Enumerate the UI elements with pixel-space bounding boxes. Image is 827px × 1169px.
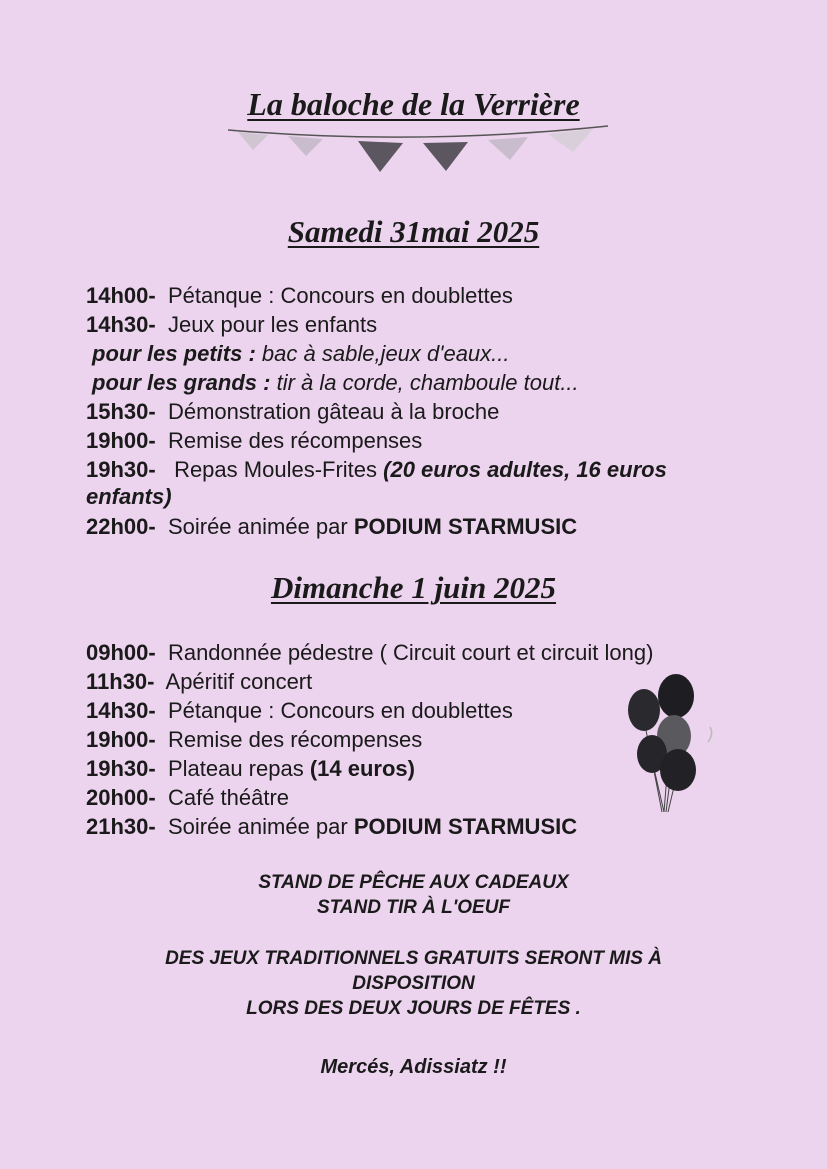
time-label: 14h30-	[86, 698, 156, 723]
band-name: PODIUM STARMUSIC	[353, 514, 578, 539]
activity-text: Remise des récompenses	[167, 727, 423, 752]
stands-block	[0, 870, 827, 920]
kids-line	[92, 339, 510, 368]
activity-text: Jeux pour les enfants	[167, 312, 378, 337]
time-label: 11h30-	[86, 669, 155, 694]
schedule-line	[86, 455, 667, 484]
activity-text: Apéritif concert	[165, 669, 313, 694]
activity-text: Pétanque : Concours en doublettes	[167, 698, 513, 723]
stand-line: STAND TIR À L'OEUF	[316, 897, 511, 918]
schedule-line	[86, 812, 577, 841]
time-label: 14h30-	[86, 312, 156, 337]
time-label: 15h30-	[86, 399, 156, 424]
price-text: (20 euros adultes, 16 euros	[383, 457, 667, 482]
schedule-line	[86, 512, 577, 541]
kids-text: bac à sable,jeux d'eaux...	[261, 341, 510, 366]
kids-label: pour les petits :	[92, 341, 256, 366]
schedule-line	[86, 281, 513, 310]
time-label: 09h00-	[86, 640, 156, 665]
closing-message: Mercés, Adissiatz !!	[320, 1056, 507, 1078]
activity-text: Pétanque : Concours en doublettes	[167, 283, 513, 308]
games-line: DES JEUX TRADITIONNELS GRATUITS SERONT MIS À	[165, 948, 662, 969]
time-label: 14h00-	[86, 283, 156, 308]
schedule-line	[86, 638, 653, 667]
schedule-line	[86, 310, 377, 339]
time-label: 20h00-	[86, 785, 156, 810]
balloons-icon	[622, 672, 722, 832]
time-label: 21h30-	[86, 814, 156, 839]
bunting-decoration	[228, 124, 608, 174]
schedule-line	[86, 426, 422, 455]
stand-line: STAND DE PÊCHE AUX CADEAUX	[258, 872, 569, 893]
time-label: 22h00-	[86, 514, 156, 539]
activity-text: Café théâtre	[167, 785, 290, 810]
schedule-line	[86, 754, 415, 783]
schedule-line	[86, 667, 312, 696]
time-label: 19h00-	[86, 727, 156, 752]
games-line: DISPOSITION	[352, 973, 475, 994]
games-block	[0, 946, 827, 1021]
schedule-line	[86, 725, 422, 754]
price-text: (14 euros)	[309, 756, 415, 781]
time-label: 19h30-	[86, 756, 156, 781]
time-label: 19h00-	[86, 428, 156, 453]
schedule-line	[86, 783, 289, 812]
activity-text: Soirée animée par	[167, 514, 348, 539]
price-text: enfants)	[86, 484, 172, 509]
activity-text: Plateau repas	[167, 756, 304, 781]
band-name: PODIUM STARMUSIC	[353, 814, 578, 839]
schedule-line-continued	[86, 482, 172, 511]
activity-text: Soirée animée par	[167, 814, 348, 839]
activity-text: Démonstration gâteau à la broche	[167, 399, 500, 424]
activity-text: Randonnée pédestre ( Circuit court et circuit long)	[167, 640, 654, 665]
time-label: 19h30-	[86, 457, 156, 482]
schedule-line	[86, 696, 513, 725]
activity-text: Remise des récompenses	[167, 428, 423, 453]
sunday-heading: Dimanche 1 juin 2025	[270, 570, 557, 605]
kids-label: pour les grands :	[92, 370, 271, 395]
saturday-heading: Samedi 31mai 2025	[287, 214, 540, 249]
activity-text: Repas Moules-Frites	[174, 457, 378, 482]
schedule-line	[86, 397, 499, 426]
kids-line	[92, 368, 579, 397]
poster-title: La baloche de la Verrière	[247, 86, 580, 122]
kids-text: tir à la corde, chamboule tout...	[276, 370, 579, 395]
games-line: LORS DES DEUX JOURS DE FÊTES .	[246, 998, 581, 1019]
